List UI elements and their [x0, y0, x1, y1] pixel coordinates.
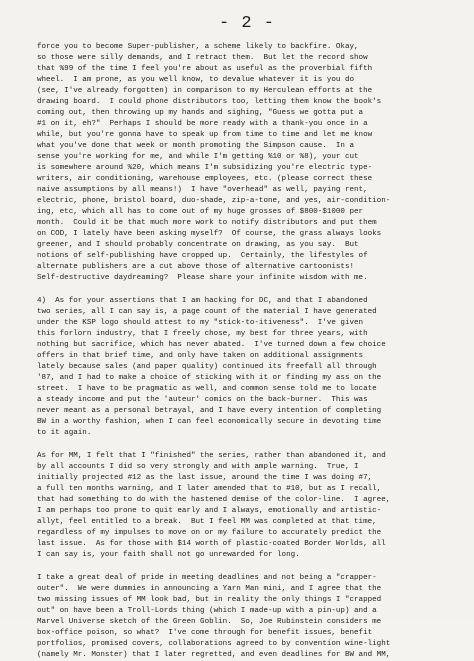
letter-paragraph	[37, 296, 467, 439]
text-line: initially projected #12 as the last issue, around the time I was doing #7,	[37, 474, 373, 482]
text-line: (see, I've already forgotten) in comparison to my Herculean efforts at the	[37, 87, 373, 95]
text-line: never meant as a personal betrayal, and I have every intention of completing	[37, 407, 382, 415]
text-line: Marvel Universe sketch of the Green Goblin. So, Joe Rubinstein considers me	[37, 618, 382, 626]
text-line: coming out, then throwing up my hands and sighing, "Guess we gotta put a	[37, 109, 364, 117]
text-line: I am perhaps too prone to quit early and I always, emotionally and artistic-	[37, 507, 382, 515]
text-line: this forlorn industry, that I freely chose, my best for three years, with	[37, 330, 368, 338]
text-line: out" on have been a Troll-Lords thing (which I made-up with a pin-up) and a	[37, 607, 377, 615]
text-line: BW in a worthy fashion, when I can feel economically secure in devoting time	[37, 418, 382, 426]
text-line: notions of self-publishing have cropped up. Certainly, the lifestyles of	[37, 252, 368, 260]
text-line: that had something to do with the hastened demise of the color-line. I agree,	[37, 496, 391, 504]
text-line: so those were silly demands, and I retract them. But let the record show	[37, 54, 368, 62]
text-line: what you've done that week or month promoting the Simpson cause. In a	[37, 142, 355, 150]
text-line: is somewhere around %20, which means I'm subsidizing you're electric type-	[37, 164, 373, 172]
text-line: electric, phone, bristol board, duo-shade, zip-a-tone, and yes, air-condition-	[37, 197, 391, 205]
text-line: that %99 of the time I feel you're about as useful as the proverbial fifth	[37, 65, 373, 73]
letter-body	[37, 42, 467, 661]
text-line: while, but you're gonna have to speak up from time to time and let me know	[37, 131, 373, 139]
text-line: sense you're working for me, and while I'm getting %10 or %8), your cut	[37, 153, 359, 161]
text-line: regardless of my impulses to move on or my failure to accurately predict the	[37, 529, 382, 537]
text-line: box-office poison, so what? I've come through for benefit issues, benefit	[37, 629, 373, 637]
text-line: force you to become Super-publisher, a scheme likely to backfire. Okay,	[37, 43, 359, 51]
text-line: '87, and I had to make a choice of sticking with it or finding my ass on the	[37, 374, 382, 382]
page-number: - 2 -	[219, 14, 276, 33]
text-line: greener, and I should probably concentrate on drawing, as you say. But	[37, 241, 359, 249]
text-line: portfolios, promised covers, collaborations agreed to by convention wine-light	[37, 640, 391, 648]
text-line: a full ten months warning, and I later amended that to #10, but as I recall,	[37, 485, 382, 493]
text-line: Self-destructive daydreaming? Please share your infinite wisdom with me.	[37, 274, 368, 282]
text-line: I take a great deal of pride in meeting deadlines and not being a "crapper-	[37, 574, 377, 582]
text-line: a steady income and put the 'auteur' comics on the back-burner. This was	[37, 396, 368, 404]
text-line: As for MM, I felt that I "finished" the series, rather than abandoned it, and	[37, 452, 386, 460]
text-line: drawing board. I could phone distributors too, letting them know the book's	[37, 98, 382, 106]
text-line: allyt, feel entitled to a break. But I feel MM was completed at that time,	[37, 518, 377, 526]
text-line: outer". We were dummies in announcing a Yarn Man mini, and I agree that the	[37, 585, 382, 593]
letter-paragraph	[37, 573, 467, 661]
letter-paragraph	[37, 451, 467, 561]
text-line: I can say is, your faith shall not go unrewarded for long.	[37, 551, 300, 559]
letter-paragraph	[37, 42, 467, 284]
text-line: by all accounts I did so very strongly and with ample warning. True, I	[37, 463, 359, 471]
text-line: last issue. As for those with $14 worth of plastic-coated Border Worlds, all	[37, 540, 386, 548]
text-line: lately because sales (and paper quality) continued its freefall all through	[37, 363, 377, 371]
text-line: wheel. I am prone, as you well know, to devalue whatever it is you do	[37, 76, 355, 84]
text-line: alternate publishers are a cut above those of alternative cartoonists!	[37, 263, 355, 271]
text-line: on COD, I lately have been asking myself? Of course, the grass always looks	[37, 230, 382, 238]
text-line: under the KSP logo should attest to my "stick-to-itiveness". I've given	[37, 319, 364, 327]
text-line: 4) As for your assertions that I am hacking for DC, and that I abandoned	[37, 297, 368, 305]
text-line: naive assumptions by all means!) I have "overhead" as well, paying rent,	[37, 186, 368, 194]
text-line: #1 on it, eh?" Perhaps I should be more ready with a thank-you once in a	[37, 120, 368, 128]
text-line: month. Could it be that much more work to notify distributors and put them	[37, 219, 377, 227]
text-line: writers, air conditioning, warehouse employees, etc. (please correct these	[37, 175, 373, 183]
text-line: ing, etc, which all has to come out of my huge grosses of $800-$1000 per	[37, 208, 364, 216]
text-line: nothing but sacrifice, which has never abated. I've turned down a few choice	[37, 341, 386, 349]
text-line: (namely Mr. Monster) that I later regretted, and even deadlines for BW and MM,	[37, 651, 391, 659]
text-line: two series, all I can say is, a page count of the material I have generated	[37, 308, 377, 316]
text-line: offers in that brief time, and only have taken on additional assignments	[37, 352, 364, 360]
text-line: street. I have to be pragmatic as well, and common sense told me to locate	[37, 385, 377, 393]
text-line: two missing issues of MM look bad, but in reality the only things I "crapped	[37, 596, 382, 604]
text-line: to it again.	[37, 429, 92, 437]
